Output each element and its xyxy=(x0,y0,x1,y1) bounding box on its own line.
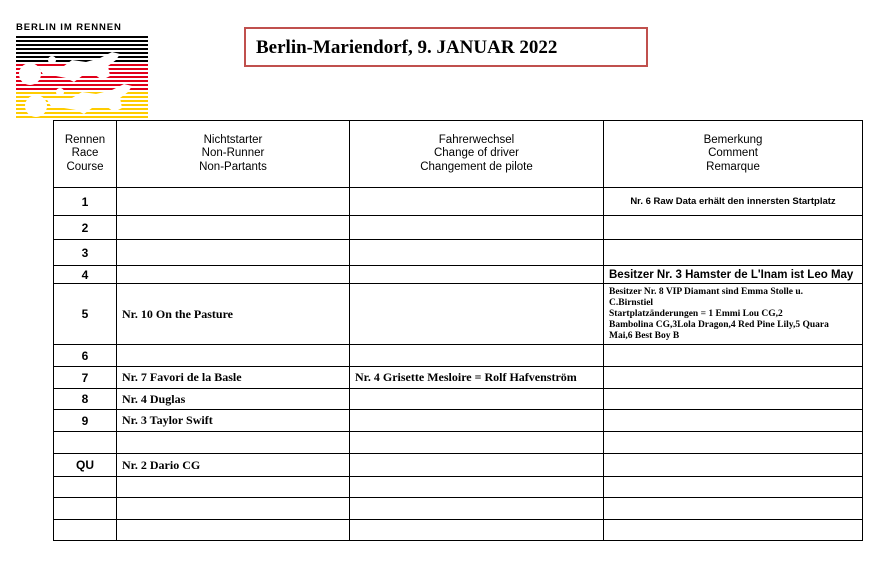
table-row-race-3 xyxy=(54,240,863,266)
nonstarter-cell xyxy=(117,240,350,266)
header-race: Rennen Race Course xyxy=(54,121,117,188)
driver-change-cell xyxy=(350,266,604,284)
page-title: Berlin-Mariendorf, 9. JANUAR 2022 xyxy=(256,37,558,58)
nonstarter-cell xyxy=(117,477,350,498)
driver-change-cell xyxy=(350,216,604,240)
table-row-race-2 xyxy=(54,216,863,240)
nonstarter-cell: Nr. 2 Dario CG xyxy=(117,454,350,477)
driver-change-cell xyxy=(350,520,604,541)
nonstarter-cell xyxy=(117,266,350,284)
race-number xyxy=(54,477,117,498)
nonstarter-cell: Nr. 3 Taylor Swift xyxy=(117,410,350,432)
nonstarter-cell xyxy=(117,498,350,520)
table-row-race-4 xyxy=(54,266,863,284)
table-row-race-7 xyxy=(54,367,863,389)
race-number xyxy=(54,520,117,541)
table-row-empty xyxy=(54,498,863,520)
driver-change-cell xyxy=(350,498,604,520)
berlin-im-rennen-logo xyxy=(16,22,148,118)
driver-change-cell xyxy=(350,454,604,477)
nonstarter-cell: Nr. 4 Duglas xyxy=(117,389,350,410)
race-number: 7 xyxy=(54,367,117,389)
logo-stripes-black xyxy=(16,36,148,62)
driver-change-cell xyxy=(350,284,604,345)
nonstarter-cell: Nr. 10 On the Pasture xyxy=(117,284,350,345)
race-number: 9 xyxy=(54,410,117,432)
remark-cell xyxy=(604,240,863,266)
nonstarter-cell xyxy=(117,345,350,367)
header-remark: Bemerkung Comment Remarque xyxy=(604,121,863,188)
race-changes-table xyxy=(53,120,863,541)
table-row-race-8 xyxy=(54,389,863,410)
remark-cell xyxy=(604,216,863,240)
driver-change-cell xyxy=(350,410,604,432)
driver-change-cell xyxy=(350,432,604,454)
nonstarter-cell xyxy=(117,520,350,541)
remark-cell: Besitzer Nr. 3 Hamster de L'Inam ist Leo May xyxy=(604,266,863,284)
header-nonstarter: Nichtstarter Non-Runner Non-Partants xyxy=(117,121,350,188)
driver-change-cell xyxy=(350,389,604,410)
table-row-empty xyxy=(54,477,863,498)
race-number: QU xyxy=(54,454,117,477)
driver-change-cell: Nr. 4 Grisette Mesloire = Rolf Hafvenström xyxy=(350,367,604,389)
race-number: 8 xyxy=(54,389,117,410)
remark-cell xyxy=(604,520,863,541)
race-number xyxy=(54,498,117,520)
race-number: 5 xyxy=(54,284,117,345)
nonstarter-cell: Nr. 7 Favori de la Basle xyxy=(117,367,350,389)
remark-cell: Besitzer Nr. 8 VIP Diamant sind Emma Stolle u. C.Birnstiel Startplatzänderungen = 1 Emmi Lou CG,2 Bambolina CG,3Lola Dragon,4 Red Pine Lily,5 Quara Mai,6 Best Boy B xyxy=(604,284,863,345)
race-number xyxy=(54,432,117,454)
table-row-race-9 xyxy=(54,410,863,432)
nonstarter-cell xyxy=(117,432,350,454)
table-row-empty xyxy=(54,520,863,541)
remark-cell xyxy=(604,477,863,498)
remark-cell xyxy=(604,410,863,432)
driver-change-cell xyxy=(350,188,604,216)
driver-change-cell xyxy=(350,240,604,266)
remark-cell xyxy=(604,498,863,520)
remark-cell xyxy=(604,454,863,477)
driver-change-cell xyxy=(350,477,604,498)
remark-cell xyxy=(604,345,863,367)
remark-cell xyxy=(604,367,863,389)
race-number: 1 xyxy=(54,188,117,216)
driver-change-cell xyxy=(350,345,604,367)
table-header-row xyxy=(54,121,863,188)
remark-cell xyxy=(604,432,863,454)
table-row-race-6 xyxy=(54,345,863,367)
remark-cell xyxy=(604,389,863,410)
race-number: 2 xyxy=(54,216,117,240)
race-number: 3 xyxy=(54,240,117,266)
race-number: 4 xyxy=(54,266,117,284)
table-row-race-5 xyxy=(54,284,863,345)
nonstarter-cell xyxy=(117,188,350,216)
remark-cell: Nr. 6 Raw Data erhält den innersten Startplatz xyxy=(604,188,863,216)
horse-racing-flag-icon xyxy=(16,36,148,118)
header-driver-change: Fahrerwechsel Change of driver Changement de pilote xyxy=(350,121,604,188)
logo-text: BERLIN IM RENNEN xyxy=(16,22,122,33)
table-row-race-qu xyxy=(54,454,863,477)
table-row-race-1 xyxy=(54,188,863,216)
table-row-empty xyxy=(54,432,863,454)
race-number: 6 xyxy=(54,345,117,367)
title-box xyxy=(244,27,648,67)
nonstarter-cell xyxy=(117,216,350,240)
